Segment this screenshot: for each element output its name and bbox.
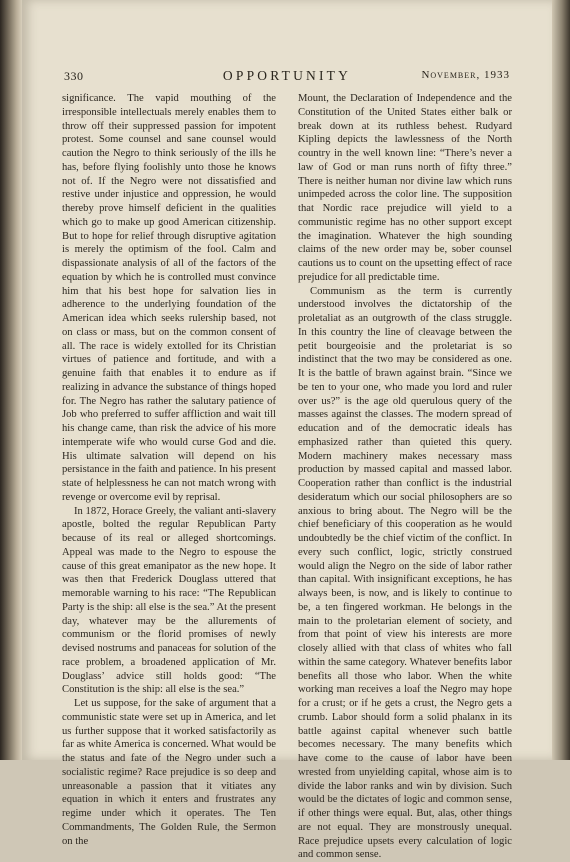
running-header [64,68,510,86]
text-column-right [298,92,512,862]
document-page [22,0,552,760]
page-number: 330 [64,69,84,84]
scan-page-edge [552,0,570,760]
paragraph: In 1872, Horace Greely, the valiant anti-slavery apostle, bolted the regular Republican Party because of its real or alleged shortcomings. Appeal was made to the Negro to espouse the cause of this great emanipator as the new hope. It was then that Frederick Douglass uttered that memorable warning to his race: “The Republican Party is the ship: all else is the sea.” At the present day, whatever may be the allurements of communism or the florid promises of newly devised nostrums and panaceas for solution of the race problem, a broadened application of Mr. Douglass’ advice still holds good: “The Constitution is the ship: all else is the sea.” [62,505,276,698]
paragraph: significance. The vapid mouthing of the irresponsible intellectuals merely enables them to throw off their suppressed passion for impotent protest. Some counsel and sane counsel would caution the Negro to think seriously of the ills he has, before flying foolishly unto those he knows not of. If the Negro were not dissatisfied and restive under injustice and oppression, he would thereby prove himself deficient in the qualities which go to make up good American citizenship. But to hope for relief through disruptive agitation is merely the optimism of the fool. Calm and dispassionate analysis of all of the factors of the equation by which he is controlled must convince him that his best hope for salvation lies in adherence to the underlying foundation of the American idea which seeks rulership based, not on class or mass, but on the common consent of all. The race is widely extolled for its Christian virtues of patience and fortitude, and with a genuine faith that enables it to endure as if realizing in advance the substance of things hoped for. The Negro has rather the salutary patience of Job who preferred to suffer affliction and wait till his change came, than risk the advice of his more intemperate wife who would curse God and die. His ultimate salvation will depend on his persistance in the faith and patience. In his present state of helplessness he can not match wrong with revenge or overcome evil by reprisal. [62,92,276,505]
issue-date: November, 1933 [421,69,510,81]
paragraph: Communism as the term is currently understood involves the dictatorship of the proletaliat as an outgrowth of the class struggle. In this country the line of cleavage between the petit bourgeoisie and the proletariat is so indistinct that the two may be considered as one. It is the battle of brawn against brain. “Since we be ten to your one, who made you lord and ruler over us?” is the age old querulous query of the masses against the classes. The modern spread of education and of the democratic ideals has emphasized rather than quieted this query. Modern machinery makes necessary mass production by massed capital and massed labor. Cooperation rather than conflict is the industrial desideratum which our social philosophers are so anxious to bring about. The Negro will be the chief beneficiary of this cooperation as he would undoubtedly be the chief victim of the conflict. In every such conflict, logic, strictly construed would align the Negro on the side of labor rather than capital. With insignificant exceptions, he has always been, is now, and is likely to continue to be, a ten fingered workman. He belongs in the main to the proletarian element of society, and from that point of view his interests are more closely allied with that class of whites who fall within the same category. Whatever benefits labor benefits all those who labor. When the white working man receives a loaf the Negro may hope for a crust; or if he gets a crust, the Negro gets a crumb. Labor should form a solid phalanx in its battle against capital whenever such battle becomes necessary. The many benefits which have come to the cause of labor have been wrested from unyielding capital, whose aim is to divide the labor ranks and win by division. Such would be the dictates of logic and common sense, if other things were equal. But, alas, other things are not equal. They are monstrously unequal. Race prejudice upsets every calculation of logic and common sense. [298,285,512,862]
paragraph: Mount, the Declaration of Independence and the Constitution of the United States either balk or break down at its ruthless behest. Rudyard Kipling depicts the lawlessness of the North country in the well known line: “There’s never a law of God or man runs north of fifty three.” There is neither human nor divine law which runs unimpeded across the color line. The supposition that Nordic race prejudice will yield to a communistic regime has no other support except the imagination. Whatever the high sounding claims of the new order may be, sober counsel cautions us to count on the upsetting effect of race prejudice for all predictable time. [298,92,512,285]
paragraph: Let us suppose, for the sake of argument that a communistic state were set up in America, and let us further suppose that it worked satisfactorily as far as white America is concerned. What would be the status and fate of the Negro under such a socialistic regime? Race prejudice is so deep and unreasonable a passion that it vitiates any equation in which it enters and frustrates any regime under which it operates. The Ten Commandments, The Golden Rule, the Sermon on the [62,697,276,848]
journal-title: OPPORTUNITY [64,68,510,84]
text-column-left [62,92,276,848]
scan-binding-edge [0,0,22,760]
